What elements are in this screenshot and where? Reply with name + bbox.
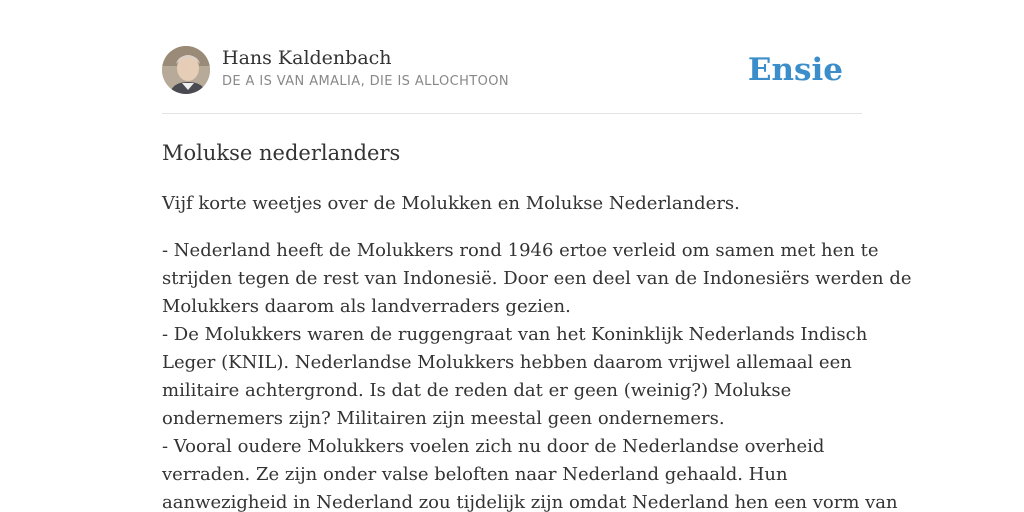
brand-logo-link[interactable]: Ensie xyxy=(747,52,843,88)
body-line: - De Molukkers waren de ruggengraat van het Koninklijk Nederlands Indisch xyxy=(162,324,868,345)
author-header xyxy=(162,46,862,96)
author-tagline: DE A IS VAN AMALIA, DIE IS ALLOCHTOON xyxy=(222,74,509,89)
avatar-photo-icon xyxy=(162,46,210,94)
body-line: - Vooral oudere Molukkers voelen zich nu door de Nederlandse overheid xyxy=(162,436,825,457)
body-line: aanwezigheid in Nederland zou tijdelijk zijn omdat Nederland hen een vorm van xyxy=(162,492,898,512)
author-name[interactable]: Hans Kaldenbach xyxy=(222,47,392,69)
article-body xyxy=(162,237,912,512)
body-line: ondernemers zijn? Militairen zijn meestal geen ondernemers. xyxy=(162,408,725,429)
body-line: strijden tegen de rest van Indonesië. Door een deel van de Indonesiërs werden de xyxy=(162,268,912,289)
body-line: - Nederland heeft de Molukkers rond 1946 ertoe verleid om samen met hen te xyxy=(162,240,879,261)
body-line: Molukkers daarom als landverraders gezien. xyxy=(162,296,571,317)
body-line: Leger (KNIL). Nederlandse Molukkers hebben daarom vrijwel allemaal een xyxy=(162,352,852,373)
article-intro: Vijf korte weetjes over de Molukken en Molukse Nederlanders. xyxy=(162,193,740,214)
article-title: Molukse nederlanders xyxy=(162,141,401,165)
body-line: militaire achtergrond. Is dat de reden dat er geen (weinig?) Molukse xyxy=(162,380,792,401)
header-divider xyxy=(162,113,862,114)
body-line: verraden. Ze zijn onder valse beloften naar Nederland gehaald. Hun xyxy=(162,464,788,485)
avatar[interactable] xyxy=(162,46,210,94)
